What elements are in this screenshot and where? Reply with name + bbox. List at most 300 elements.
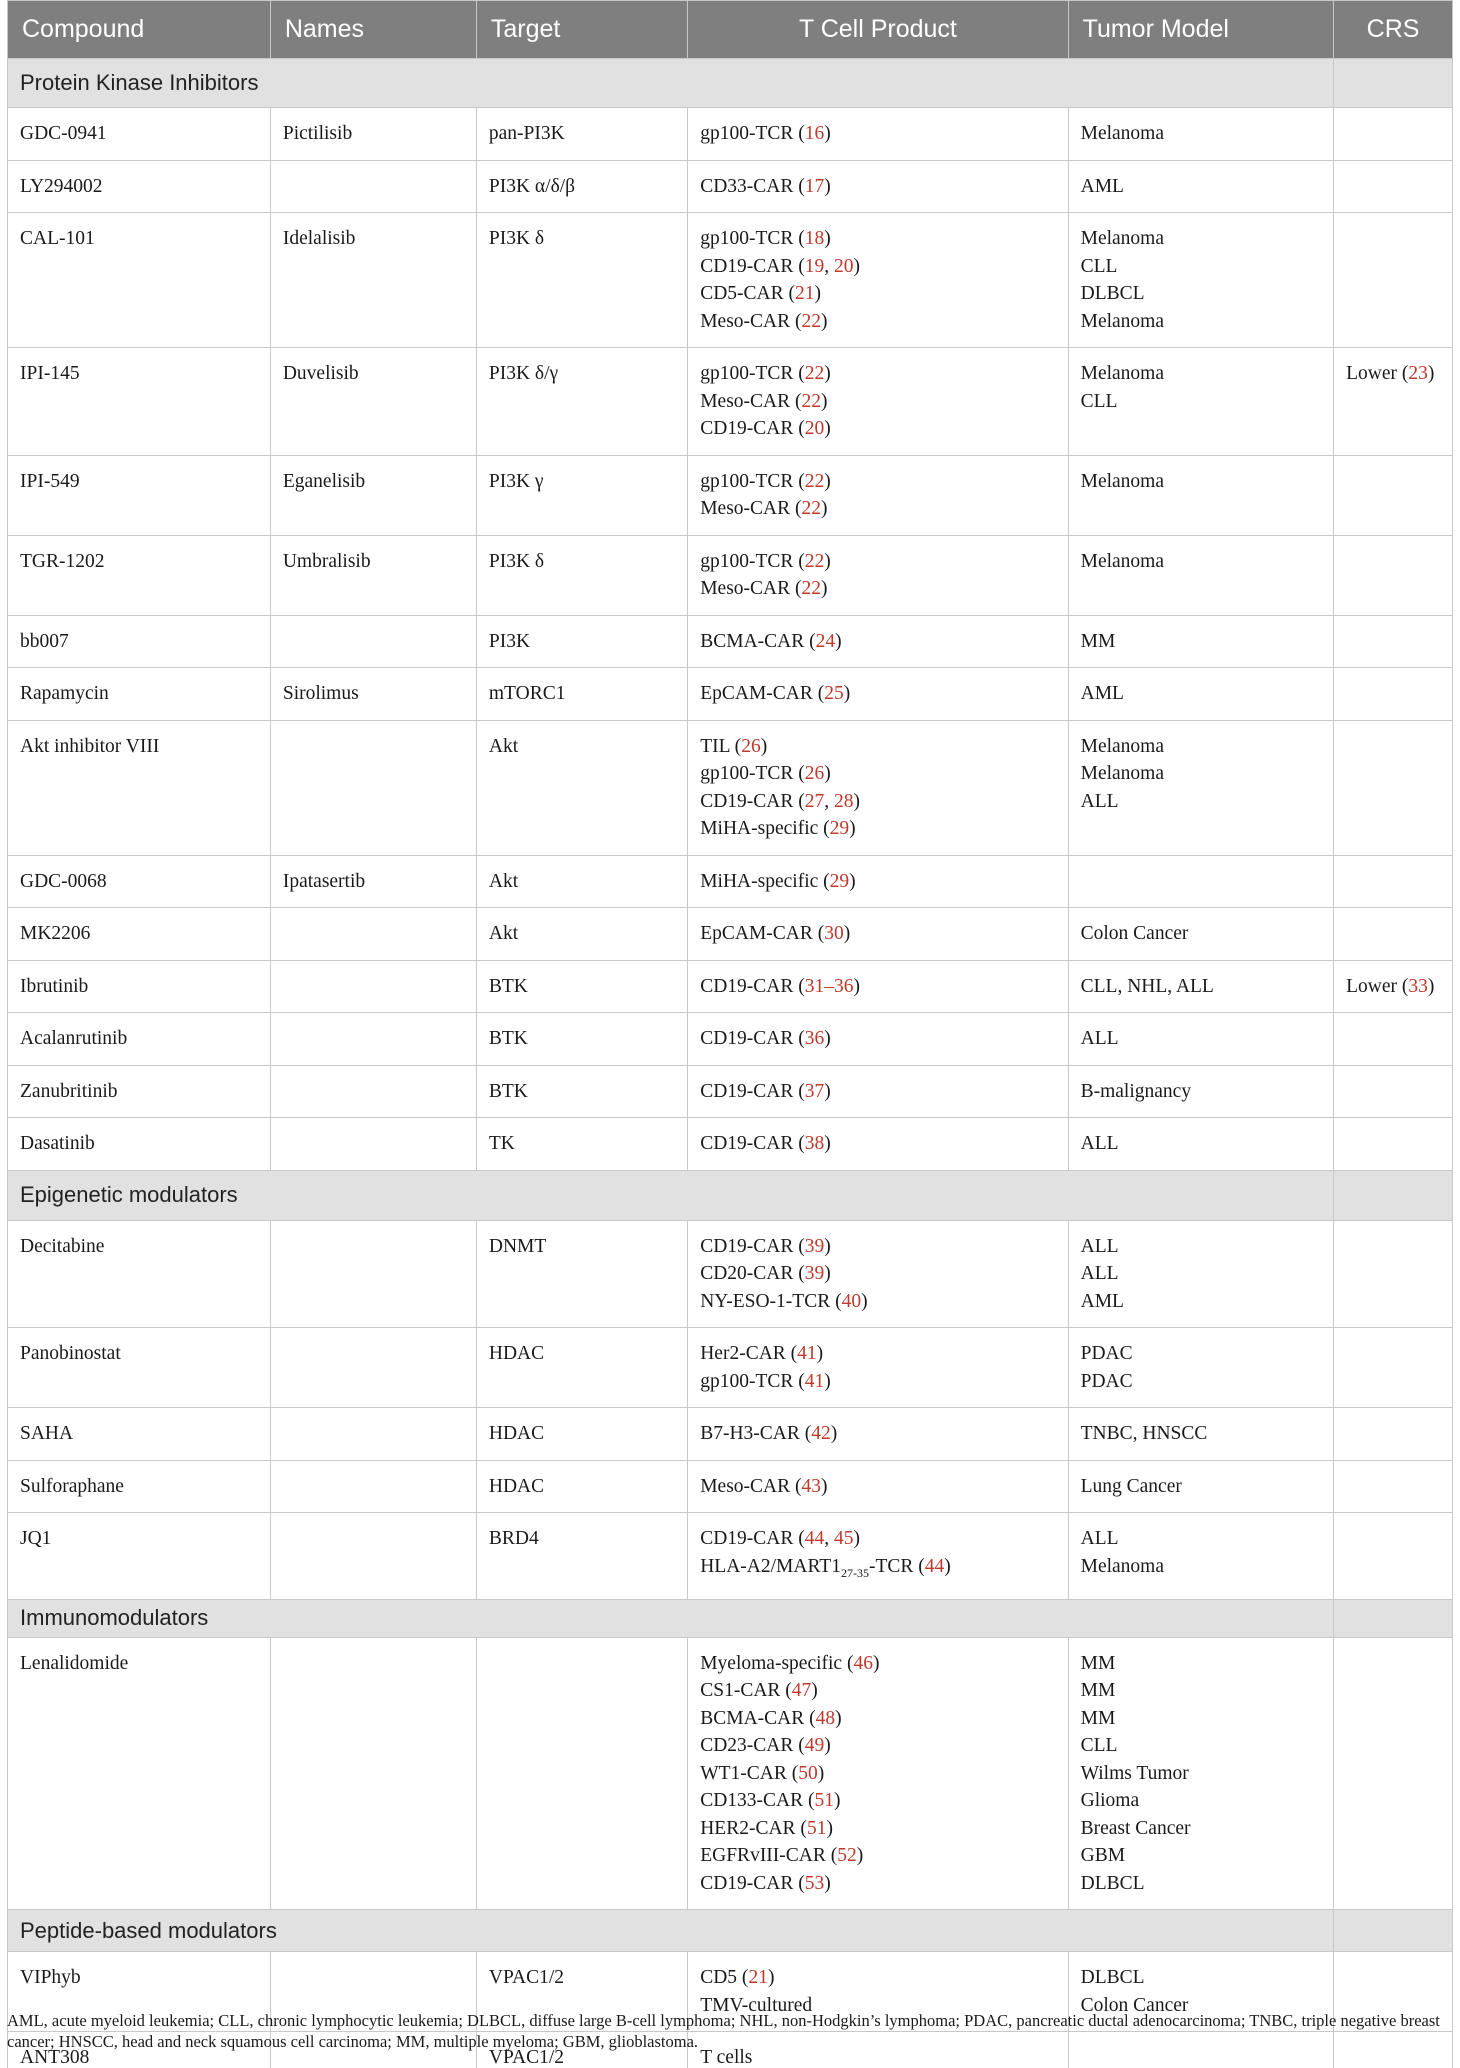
cell-tumor-model (1068, 1513, 1333, 1600)
section-row (8, 1599, 1453, 1637)
cell-names: Idelalisib (270, 213, 476, 348)
cell-compound: ANT308 (8, 2032, 271, 2068)
tumor-model-line: MM (1080, 1707, 1116, 1729)
reference-link[interactable]: 22 (804, 363, 825, 384)
ref-suffix: ) (944, 1555, 951, 1577)
cell-crs (1334, 908, 1453, 961)
ref-suffix: ) (853, 1528, 861, 1549)
product-line (700, 173, 1057, 201)
ref-suffix: ) (814, 283, 822, 304)
ref-prefix: B7-H3-CAR ( (700, 1423, 812, 1444)
cell-crs (1334, 1637, 1453, 1910)
cell-compound: Decitabine (8, 1220, 271, 1328)
reference-link[interactable]: 18 (804, 228, 825, 249)
tumor-model-line: Melanoma (1080, 735, 1164, 757)
reference-link[interactable]: 33 (1408, 975, 1428, 997)
table-row (8, 348, 1453, 456)
ref-suffix: ) (853, 790, 861, 812)
product-line (700, 280, 1057, 308)
cell-tumor-model (1068, 1328, 1333, 1408)
cell-target: VPAC1/2 (476, 2032, 687, 2068)
cell-compound: JQ1 (8, 1513, 271, 1600)
header-tumor-model: Tumor Model (1068, 1, 1333, 59)
cell-tumor-model (1068, 855, 1333, 908)
reference-link[interactable]: 47 (791, 1680, 812, 1702)
cell-tumor-model (1068, 160, 1333, 213)
reference-link[interactable]: 27 (804, 790, 825, 812)
cell-tumor-model (1068, 1460, 1333, 1513)
ref-prefix: EpCAM-CAR ( (700, 683, 825, 704)
cell-tumor-model (1068, 1220, 1333, 1328)
ref-suffix: ) (824, 418, 831, 439)
cell-tumor-model (1068, 615, 1333, 668)
cell-tumor-model (1068, 908, 1333, 961)
ref-prefix: BCMA-CAR ( (700, 630, 816, 652)
product-line (700, 1787, 1057, 1815)
cell-compound: Rapamycin (8, 668, 271, 721)
reference-link[interactable]: 30 (824, 923, 844, 944)
cell-names (270, 960, 476, 1013)
tumor-model-line: ALL (1080, 1528, 1119, 1549)
ref-prefix: gp100-TCR ( (700, 550, 805, 572)
product-line (700, 733, 1057, 761)
tumor-model-line: Glioma (1080, 1790, 1140, 1812)
table-row (8, 455, 1453, 535)
ref-prefix: CD133-CAR ( (700, 1790, 815, 1812)
reference-link[interactable]: 26 (741, 735, 761, 757)
reference-link[interactable]: 39 (804, 1235, 825, 1257)
tumor-model-line: TNBC, HNSCC (1080, 1423, 1208, 1444)
cell-crs (1334, 1408, 1453, 1461)
cell-t-cell-product (688, 960, 1068, 1013)
ref-prefix: CD20-CAR ( (700, 1263, 805, 1284)
reference-link[interactable]: 36 (804, 1028, 825, 1049)
product-line (700, 1260, 1057, 1288)
cell-compound: VIPhyb (8, 1952, 271, 2032)
reference-link[interactable]: 44 (924, 1555, 945, 1577)
reference-link[interactable]: 26 (804, 763, 825, 784)
ref-suffix: ) (824, 1028, 831, 1049)
cell-tumor-model (1068, 1013, 1333, 1066)
product-line (700, 868, 1057, 896)
section-row (8, 59, 1453, 108)
cell-target: HDAC (476, 1460, 687, 1513)
cell-names (270, 720, 476, 855)
table-row (8, 1513, 1453, 1600)
product-line (700, 1677, 1057, 1705)
cell-compound: Lenalidomide (8, 1637, 271, 1910)
cell-crs (1334, 1118, 1453, 1171)
product-line (700, 815, 1057, 843)
product-line (700, 415, 1057, 443)
product-line (700, 575, 1057, 603)
cell-t-cell-product (688, 1460, 1068, 1513)
cell-t-cell-product (688, 1328, 1068, 1408)
tumor-model-line: Melanoma (1080, 550, 1164, 572)
cell-tumor-model (1068, 1637, 1333, 1910)
cell-compound: IPI-549 (8, 455, 271, 535)
product-line (700, 1842, 1057, 1870)
product-line (700, 1815, 1057, 1843)
reference-link[interactable]: 16 (804, 123, 825, 144)
tumor-model-line: Melanoma (1080, 228, 1164, 249)
reference-link[interactable]: 22 (801, 390, 822, 412)
cell-compound: Acalanrutinib (8, 1013, 271, 1066)
reference-link[interactable]: 37 (804, 1080, 825, 1102)
compound-table (7, 0, 1453, 2068)
section-title: Epigenetic modulators (8, 1170, 1334, 1220)
cell-crs (1334, 1013, 1453, 1066)
ref-suffix: ) (830, 1423, 838, 1444)
table-row (8, 1328, 1453, 1408)
cell-t-cell-product (688, 908, 1068, 961)
tumor-model-line: B-malignancy (1080, 1080, 1192, 1102)
cell-target: Akt (476, 908, 687, 961)
ref-suffix: ) (821, 390, 828, 412)
tumor-model-line: PDAC (1080, 1343, 1133, 1364)
product-line (700, 120, 1057, 148)
table-header (8, 1, 1453, 59)
reference-link[interactable]: 45 (834, 1528, 854, 1549)
cell-names: Ipatasertib (270, 855, 476, 908)
ref-prefix: Meso-CAR ( (700, 390, 802, 412)
product-line (700, 973, 1057, 1001)
ref-prefix: CD19-CAR ( (700, 255, 805, 277)
cell-tumor-model (1068, 1065, 1333, 1118)
section-crs-cell (1334, 1910, 1453, 1952)
reference-link[interactable]: 21 (748, 1967, 768, 1989)
ref-suffix: ) (824, 1872, 831, 1894)
cell-names (270, 1513, 476, 1600)
product-line (700, 1732, 1057, 1760)
ref-prefix: Meso-CAR ( (700, 498, 802, 519)
product-line: CD19-CAR (19, 20) (700, 255, 861, 277)
reference-link[interactable]: 43 (801, 1475, 822, 1497)
cell-target: BTK (476, 1013, 687, 1066)
product-line (700, 1473, 1057, 1501)
cell-t-cell-product (688, 855, 1068, 908)
table-row (8, 535, 1453, 615)
ref-prefix: Meso-CAR ( (700, 310, 802, 332)
cell-t-cell-product (688, 1513, 1068, 1600)
cell-t-cell-product (688, 615, 1068, 668)
reference-link[interactable]: 50 (798, 1762, 818, 1784)
product-line (700, 920, 1057, 948)
cell-crs (1334, 160, 1453, 213)
reference-link[interactable]: 51 (806, 1817, 827, 1839)
cell-crs (1334, 108, 1453, 161)
tumor-model-line: ALL (1080, 790, 1119, 812)
product-line (700, 225, 1057, 253)
product-line (700, 628, 1057, 656)
header-compound: Compound (8, 1, 271, 59)
ref-prefix: TMV-cultured (700, 1994, 813, 2016)
reference-link[interactable]: 19 (804, 255, 825, 277)
ref-suffix: ) (821, 310, 828, 332)
cell-names (270, 1328, 476, 1408)
reference-link[interactable]: 44 (804, 1528, 825, 1549)
ref-prefix: TIL ( (700, 735, 742, 757)
cell-names (270, 1408, 476, 1461)
reference-link[interactable]: 23 (1408, 363, 1428, 384)
ref-prefix: Lower ( (1346, 363, 1409, 384)
product-line (700, 1964, 1057, 1992)
ref-prefix: CD19-CAR ( (700, 1133, 805, 1154)
cell-crs (1334, 455, 1453, 535)
ref-suffix: ) (824, 1370, 831, 1392)
cell-t-cell-product (688, 668, 1068, 721)
reference-link[interactable]: 40 (841, 1290, 862, 1312)
ref-suffix: ) (1427, 363, 1435, 384)
reference-link[interactable]: 22 (801, 310, 822, 332)
reference-link[interactable]: 28 (834, 790, 854, 812)
tumor-model-line: AML (1080, 683, 1124, 704)
cell-names: Duvelisib (270, 348, 476, 456)
header-names: Names (270, 1, 476, 59)
tumor-model-line: DLBCL (1080, 1872, 1145, 1894)
table-row (8, 960, 1453, 1013)
cell-names (270, 1220, 476, 1328)
cell-compound: LY294002 (8, 160, 271, 213)
ref-suffix: ) (824, 1235, 831, 1257)
section-crs-cell (1334, 59, 1453, 108)
cell-target: PI3K γ (476, 455, 687, 535)
cell-target: PI3K δ (476, 213, 687, 348)
header-row (8, 1, 1453, 59)
ref-suffix: ) (872, 1652, 880, 1674)
reference-link[interactable]: 42 (811, 1423, 831, 1444)
section-title: Protein Kinase Inhibitors (8, 59, 1334, 108)
tumor-model-line: ALL (1080, 1235, 1119, 1257)
ref-suffix: ) (843, 923, 851, 944)
cell-t-cell-product (688, 348, 1068, 456)
tumor-model-line: Melanoma (1080, 763, 1164, 784)
tumor-model-line: GBM (1080, 1845, 1126, 1867)
cell-target: Akt (476, 855, 687, 908)
ref-prefix: CD23-CAR ( (700, 1735, 805, 1757)
ref-suffix: ) (816, 1343, 824, 1364)
tumor-model-line: Lung Cancer (1080, 1475, 1182, 1497)
cell-compound: SAHA (8, 1408, 271, 1461)
ref-prefix: Meso-CAR ( (700, 578, 802, 599)
cell-compound: Ibrutinib (8, 960, 271, 1013)
tumor-model-line: Melanoma (1080, 1555, 1164, 1577)
ref-prefix: T cells (700, 2047, 753, 2068)
reference-link[interactable]: 52 (837, 1845, 857, 1867)
ref-prefix: MiHA-specific ( (700, 818, 830, 839)
cell-target: BTK (476, 960, 687, 1013)
product-line (700, 1760, 1057, 1788)
reference-link[interactable]: 39 (804, 1263, 825, 1284)
table-row (8, 1013, 1453, 1066)
table-row (8, 160, 1453, 213)
reference-link[interactable]: 22 (801, 498, 822, 519)
product-line (700, 1705, 1057, 1733)
cell-crs (1334, 1065, 1453, 1118)
cell-crs (1334, 1513, 1453, 1600)
cell-names (270, 1460, 476, 1513)
product-line (700, 760, 1057, 788)
cell-crs (1334, 1460, 1453, 1513)
tumor-model-line: CLL, NHL, ALL (1080, 975, 1214, 997)
ref-prefix: CD19-CAR ( (700, 418, 805, 439)
tumor-model-line: Melanoma (1080, 123, 1164, 144)
cell-tumor-model (1068, 348, 1333, 456)
cell-crs (1334, 720, 1453, 855)
cell-target: PI3K δ/γ (476, 348, 687, 456)
cell-crs (1334, 615, 1453, 668)
reference-link[interactable]: 38 (804, 1133, 825, 1154)
ref-prefix: CD19-CAR ( (700, 1080, 805, 1102)
ref-suffix: ) (760, 735, 768, 757)
ref-suffix: ) (849, 870, 856, 892)
section-crs-cell (1334, 1599, 1453, 1637)
subscript: 27-35 (840, 1565, 869, 1580)
reference-link[interactable]: 53 (804, 1872, 825, 1894)
cell-names (270, 160, 476, 213)
table-row (8, 108, 1453, 161)
cell-t-cell-product (688, 160, 1068, 213)
table-row (8, 720, 1453, 855)
table-row (8, 1065, 1453, 1118)
product-line (700, 548, 1057, 576)
reference-link[interactable]: 21 (795, 283, 815, 304)
section-crs-cell (1334, 1170, 1453, 1220)
ref-prefix: Myeloma-specific ( (700, 1652, 854, 1674)
reference-link[interactable]: 29 (829, 818, 850, 839)
product-line (700, 1650, 1057, 1678)
ref-suffix: ) (835, 1707, 842, 1729)
cell-crs (1334, 213, 1453, 348)
cell-names: Umbralisib (270, 535, 476, 615)
section-row (8, 1170, 1453, 1220)
cell-tumor-model (1068, 213, 1333, 348)
ref-suffix: ) (821, 498, 828, 519)
ref-prefix: CS1-CAR ( (700, 1680, 792, 1702)
reference-link[interactable]: 24 (815, 630, 836, 652)
cell-compound: MK2206 (8, 908, 271, 961)
product-line (700, 1130, 1057, 1158)
reference-link[interactable]: 49 (804, 1735, 825, 1757)
ref-prefix-2: -TCR ( (868, 1555, 925, 1577)
cell-crs (1334, 1328, 1453, 1408)
table-row (8, 908, 1453, 961)
ref-prefix: gp100-TCR ( (700, 123, 805, 144)
cell-names (270, 908, 476, 961)
cell-tumor-model (1068, 960, 1333, 1013)
cell-target: VPAC1/2 (476, 1952, 687, 2032)
cell-compound: Zanubritinib (8, 1065, 271, 1118)
cell-compound: GDC-0068 (8, 855, 271, 908)
table-row (8, 615, 1453, 668)
ref-suffix: ) (853, 255, 861, 277)
tumor-model-line: PDAC (1080, 1370, 1133, 1392)
reference-link[interactable]: 41 (804, 1370, 825, 1392)
ref-suffix: ) (853, 975, 861, 997)
tumor-model-line: MM (1080, 630, 1116, 652)
reference-link[interactable]: 46 (853, 1652, 873, 1674)
table-row (8, 1118, 1453, 1171)
cell-crs (1334, 668, 1453, 721)
reference-link[interactable]: 25 (824, 683, 844, 704)
reference-link[interactable]: 17 (804, 175, 825, 197)
product-line (700, 1078, 1057, 1106)
cell-names: Sirolimus (270, 668, 476, 721)
reference-link[interactable]: 29 (829, 870, 850, 892)
cell-crs (1334, 535, 1453, 615)
tumor-model-line: Breast Cancer (1080, 1817, 1191, 1839)
table-row (8, 213, 1453, 348)
ref-prefix: CD19-CAR ( (700, 1235, 805, 1257)
product-line (700, 308, 1057, 336)
cell-target: mTORC1 (476, 668, 687, 721)
tumor-model-line: Colon Cancer (1080, 1994, 1189, 2016)
ref-prefix: WT1-CAR ( (700, 1762, 799, 1784)
ref-suffix: ) (835, 630, 842, 652)
reference-link[interactable]: 22 (804, 550, 825, 572)
cell-compound: Panobinostat (8, 1328, 271, 1408)
cell-target: Akt (476, 720, 687, 855)
reference-link[interactable]: 22 (801, 578, 822, 599)
ref-prefix: CD19-CAR ( (700, 975, 805, 997)
ref-suffix: ) (824, 1735, 831, 1757)
reference-link[interactable]: 41 (797, 1343, 817, 1364)
tumor-model-line: Wilms Tumor (1080, 1762, 1189, 1784)
cell-crs (1334, 855, 1453, 908)
ref-prefix: MiHA-specific ( (700, 870, 830, 892)
cell-t-cell-product (688, 1637, 1068, 1910)
reference-link[interactable]: 22 (804, 470, 825, 492)
ref-prefix: EpCAM-CAR ( (700, 923, 825, 944)
reference-link[interactable]: 51 (814, 1790, 835, 1812)
reference-link[interactable]: 20 (834, 255, 854, 277)
cell-compound: Sulforaphane (8, 1460, 271, 1513)
reference-link[interactable]: 48 (815, 1707, 836, 1729)
ref-suffix: ) (861, 1290, 868, 1312)
cell-t-cell-product (688, 455, 1068, 535)
cell-t-cell-product (688, 1220, 1068, 1328)
cell-target: PI3K α/δ/β (476, 160, 687, 213)
header-crs: CRS (1334, 1, 1453, 59)
cell-names (270, 1118, 476, 1171)
tumor-model-line: DLBCL (1080, 1967, 1145, 1989)
product-line (700, 388, 1057, 416)
cell-names (270, 1637, 476, 1910)
product-line: CD19-CAR (44, 45) (700, 1528, 861, 1549)
reference-link[interactable]: 31–36 (804, 975, 854, 997)
cell-compound: TGR-1202 (8, 535, 271, 615)
cell-tumor-model (1068, 1408, 1333, 1461)
ref-suffix: ) (824, 228, 831, 249)
cell-target: DNMT (476, 1220, 687, 1328)
ref-suffix: ) (824, 363, 831, 384)
cell-target: HDAC (476, 1328, 687, 1408)
ref-prefix: CD5 ( (700, 1967, 749, 1989)
tumor-model-line: CLL (1080, 1735, 1118, 1757)
ref-suffix: ) (824, 1080, 831, 1102)
ref-prefix: NY-ESO-1-TCR ( (700, 1290, 842, 1312)
table-row (8, 1637, 1453, 1910)
product-line (700, 1340, 1057, 1368)
crs-line (1346, 360, 1442, 388)
cell-target: BTK (476, 1065, 687, 1118)
table-row (8, 668, 1453, 721)
cell-crs (1334, 348, 1453, 456)
ref-suffix: ) (817, 1762, 825, 1784)
table-row (8, 1408, 1453, 1461)
reference-link[interactable]: 20 (804, 418, 825, 439)
ref-prefix: CD33-CAR ( (700, 175, 805, 197)
